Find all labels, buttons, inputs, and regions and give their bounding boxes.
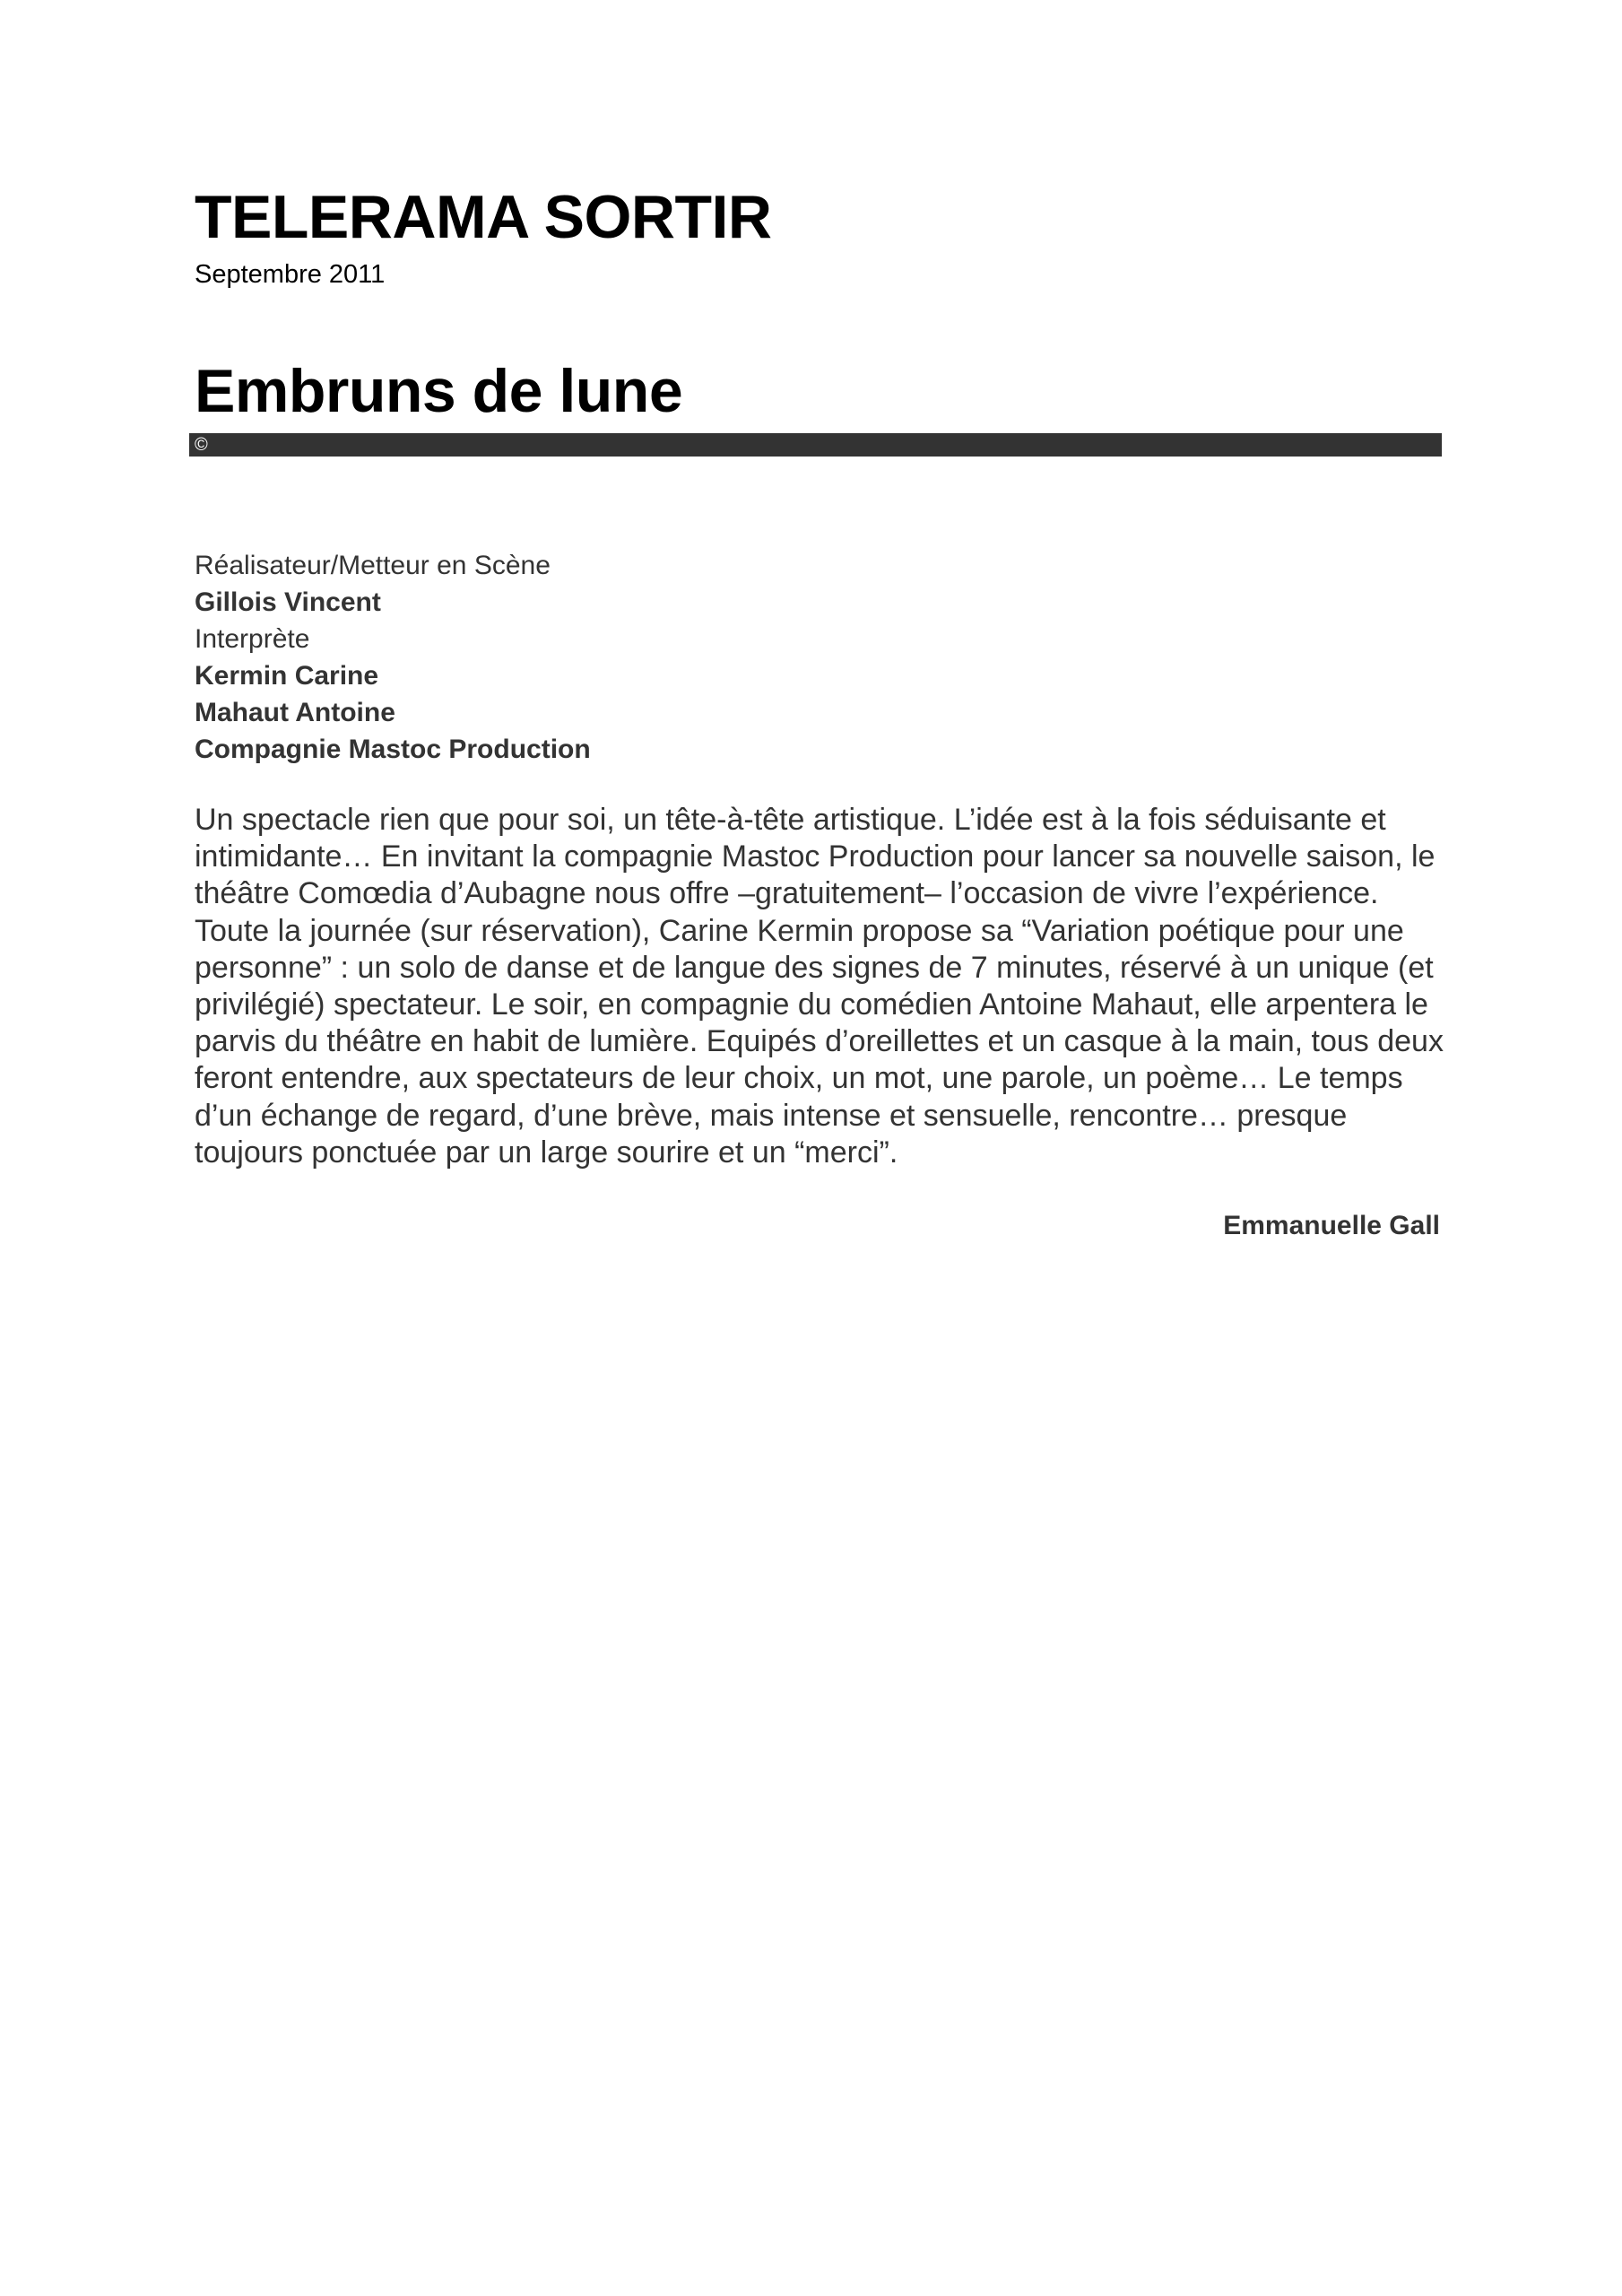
body-line: privilégié) spectateur. Le soir, en compagnie du comédien Antoine Mahaut, elle arpentera le [195, 987, 1428, 1022]
performer-name: Mahaut Antoine [195, 698, 395, 727]
performer-role-label: Interprète [195, 624, 310, 654]
body-line: Toute la journée (sur réservation), Carine Kermin propose sa “Variation poétique pour une [195, 913, 1404, 948]
title-divider-bar [189, 433, 1442, 457]
body-line: d’un échange de regard, d’une brève, mais intense et sensuelle, rencontre… presque [195, 1098, 1348, 1133]
publication-date: Septembre 2011 [195, 260, 386, 289]
body-line: parvis du théâtre en habit de lumière. Equipés d’oreillettes et un casque à la main, tous deux [195, 1024, 1444, 1059]
body-line: personne” : un solo de danse et de langue des signes de 7 minutes, réservé à un unique (et [195, 950, 1434, 985]
publication-name: TELERAMA SORTIR [195, 183, 772, 251]
body-line: toujours ponctuée par un large sourire et un “merci”. [195, 1135, 898, 1170]
director-name: Gillois Vincent [195, 587, 381, 617]
article-title: Embruns de lune [195, 357, 683, 425]
director-role-label: Réalisateur/Metteur en Scène [195, 551, 551, 580]
performer-name: Kermin Carine [195, 661, 379, 691]
company-name: Compagnie Mastoc Production [195, 735, 591, 764]
body-line: intimidante… En invitant la compagnie Mastoc Production pour lancer sa nouvelle saison, le [195, 839, 1436, 874]
article-body [195, 802, 1450, 1171]
credits-block [195, 547, 591, 768]
article-author: Emmanuelle Gall [1223, 1211, 1440, 1240]
copyright-symbol: © [195, 435, 208, 455]
body-line: Un spectacle rien que pour soi, un tête-à-tête artistique. L’idée est à la fois séduisante et [195, 803, 1386, 837]
body-line: feront entendre, aux spectateurs de leur choix, un mot, une parole, un poème… Le temps [195, 1061, 1403, 1096]
body-line: théâtre Comœdia d’Aubagne nous offre –gratuitement– l’occasion de vivre l’expérience. [195, 876, 1379, 911]
